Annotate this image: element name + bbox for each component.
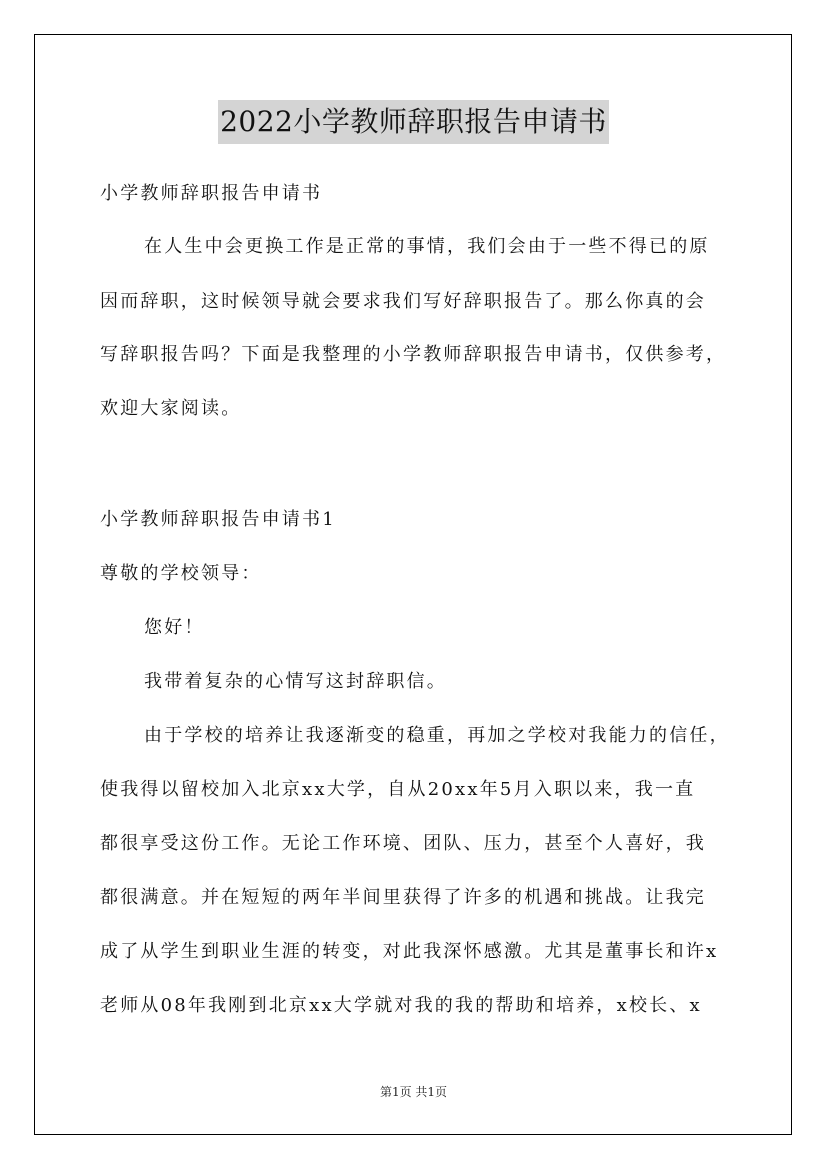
body-line: 都很享受这份工作。无论工作环境、团队、压力，甚至个人喜好，我 <box>100 833 706 854</box>
document-subtitle: 小学教师辞职报告申请书 <box>100 183 323 204</box>
body-line: 由于学校的培养让我逐渐变的稳重，再加之学校对我能力的信任， <box>144 725 730 746</box>
body-line: 都很满意。并在短短的两年半间里获得了许多的机遇和挑战。让我完 <box>100 887 706 908</box>
greeting: 您好！ <box>144 617 205 638</box>
salutation: 尊敬的学校领导： <box>100 563 262 584</box>
section-heading: 小学教师辞职报告申请书1 <box>100 509 336 530</box>
opening-line: 我带着复杂的心情写这封辞职信。 <box>144 671 447 692</box>
intro-line: 写辞职报告吗？下面是我整理的小学教师辞职报告申请书，仅供参考， <box>100 344 727 365</box>
document-title: 2022小学教师辞职报告申请书 <box>218 100 609 144</box>
body-line: 成了从学生到职业生涯的转变，对此我深怀感激。尤其是董事长和许x <box>100 941 719 962</box>
page-number-footer: 第1页 共1页 <box>379 1085 448 1099</box>
body-line: 使我得以留校加入北京xx大学，自从20xx年5月入职以来，我一直 <box>100 779 696 800</box>
intro-line: 在人生中会更换工作是正常的事情，我们会由于一些不得已的原 <box>144 236 710 257</box>
body-line: 老师从08年我刚到北京xx大学就对我的我的帮助和培养，x校长、x <box>100 995 702 1016</box>
title-container <box>0 100 827 144</box>
intro-line: 欢迎大家阅读。 <box>100 398 242 419</box>
intro-line: 因而辞职，这时候领导就会要求我们写好辞职报告了。那么你真的会 <box>100 291 706 312</box>
